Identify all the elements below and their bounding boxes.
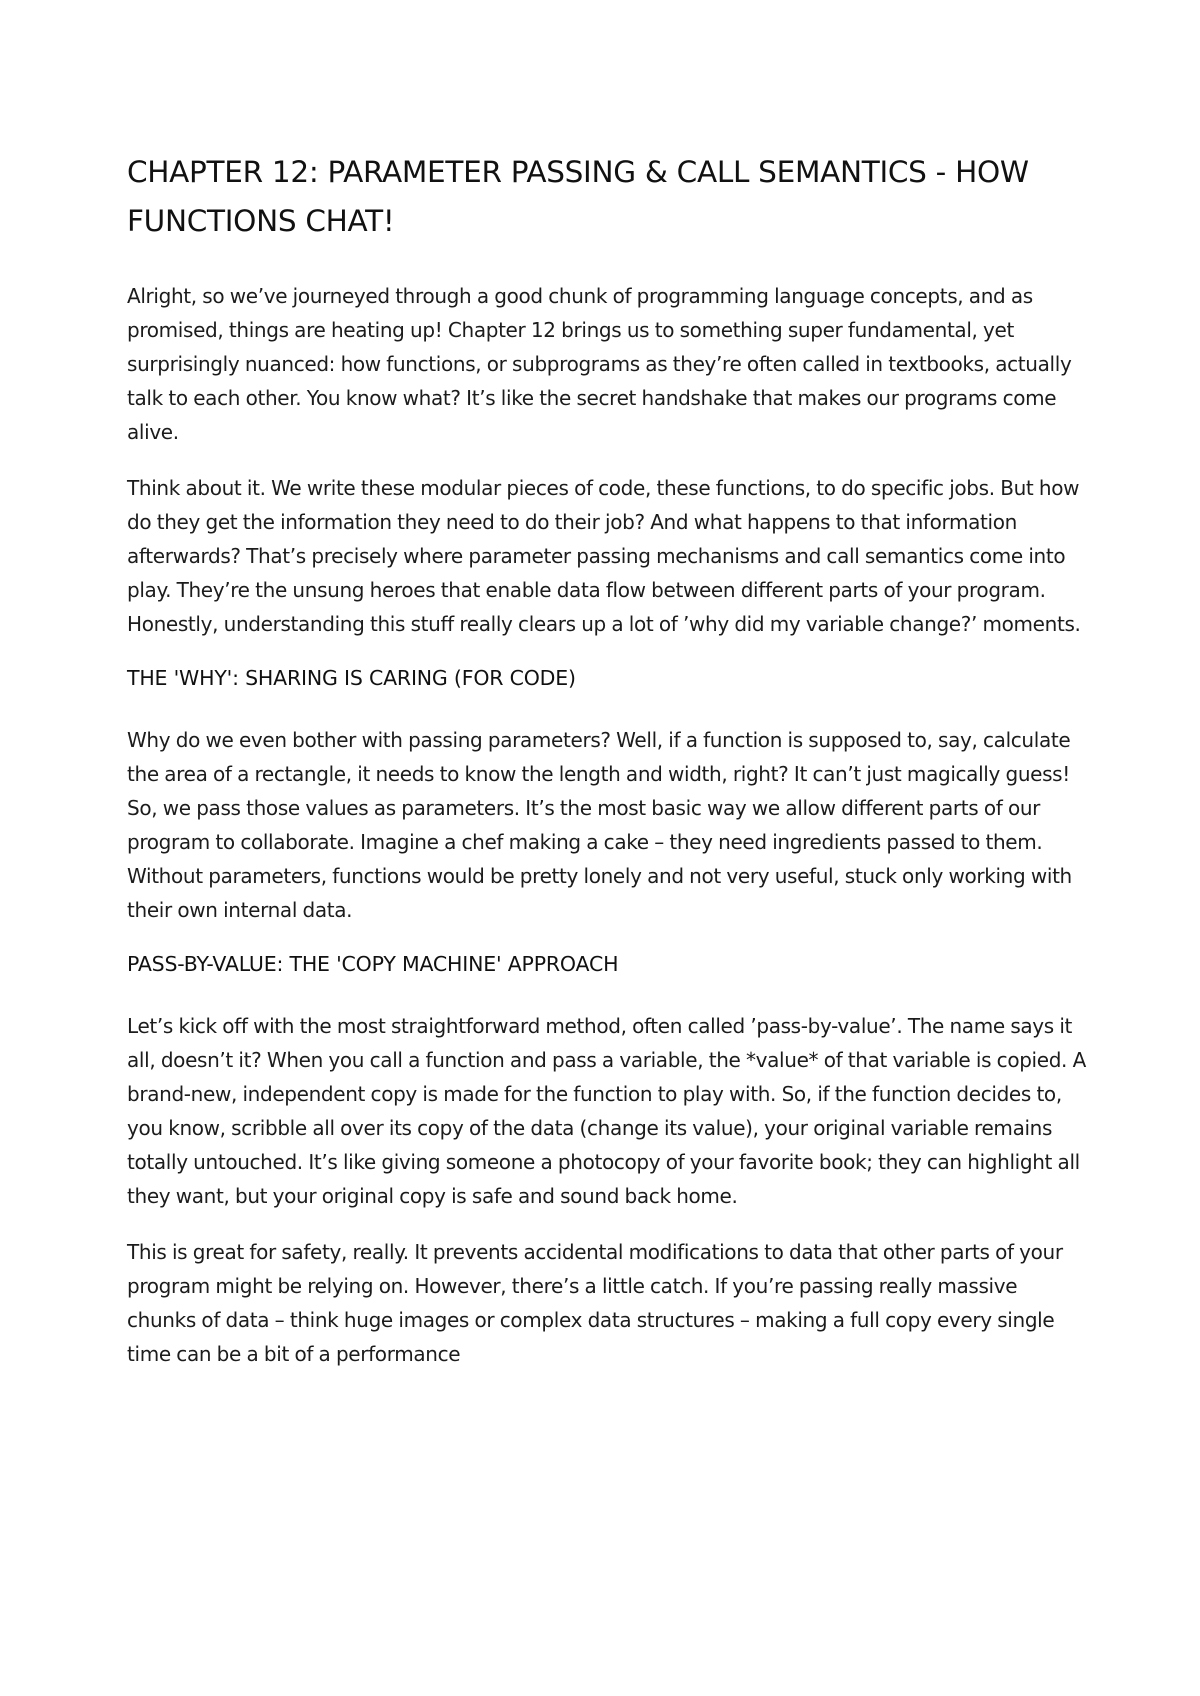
intro-paragraph-2: Think about it. We write these modular pieces of code, these functions, to do specific jobs. But how do they get the information they need to do their job? And what happens to that information afterwards? That’s precisely where parameter passing mechanisms and call semantics come into play. They’re the unsung heroes that enable data flow between different parts of your program. Honestly, understanding this stuff really clears up a lot of ’why did my variable change?’ moments.	[127, 476, 1081, 636]
section-heading-pass-by-value: PASS-BY-VALUE: THE 'COPY MACHINE' APPROACH	[127, 952, 619, 976]
document-page	[127, 148, 1087, 1393]
intro-paragraph-1: Alright, so we’ve journeyed through a good chunk of programming language concepts, and as promised, things are heating up! Chapter 12 brings us to something super fundamental, yet surprisingly nuanced: how functions, or subprograms as they’re often called in textbooks, actually talk to each other. You know what? It’s like the secret handshake that makes our programs come alive.	[127, 284, 1072, 444]
pass-by-value-paragraph-2: This is great for safety, really. It prevents accidental modifications to data that other parts of your program might be relying on. However, there’s a little catch. If you’re passing really massive chunks of data – think huge images or complex data structures – making a full copy every single time can be a bit of a performance	[127, 1240, 1063, 1366]
why-paragraph-1: Why do we even bother with passing parameters? Well, if a function is supposed to, say, calculate the area of a rectangle, it needs to know the length and width, right? It can’t just magically guess! So, we pass those values as parameters. It’s the most basic way we allow different parts of our program to collaborate. Imagine a chef making a cake – they need ingredients passed to them. Without parameters, functions would be pretty lonely and not very useful, stuck only working with their own internal data.	[127, 728, 1072, 922]
chapter-title: CHAPTER 12: PARAMETER PASSING & CALL SEMANTICS - HOW FUNCTIONS CHAT!	[127, 155, 1029, 238]
pass-by-value-paragraph-1: Let’s kick off with the most straightforward method, often called ’pass-by-value’. The name says it all, doesn’t it? When you call a function and pass a variable, the *value* of that variable is copied. A brand-new, independent copy is made for the function to play with. So, if the function decides to, you know, scribble all over its copy of the data (change its value), your original variable remains totally untouched. It’s like giving someone a photocopy of your favorite book; they can highlight all they want, but your original copy is safe and sound back home.	[127, 1014, 1086, 1208]
section-heading-why: THE 'WHY': SHARING IS CARING (FOR CODE)	[127, 666, 576, 690]
